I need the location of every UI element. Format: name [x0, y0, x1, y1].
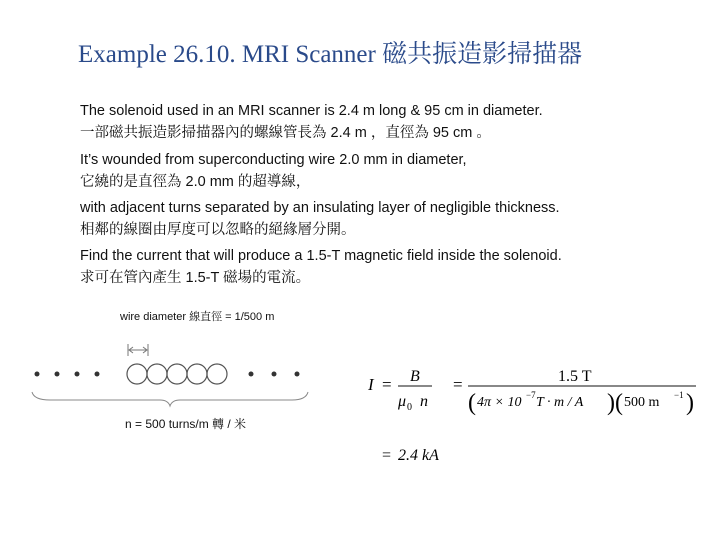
- formula-den-left: 4π × 10: [477, 395, 522, 410]
- paragraph-solenoid: [80, 100, 700, 144]
- wire-turn: [127, 364, 147, 384]
- wire-turn: [187, 364, 207, 384]
- wire-dot: [249, 372, 254, 377]
- paren-open: (: [468, 390, 476, 416]
- formula-n: n: [420, 393, 428, 410]
- wire-turn: [147, 364, 167, 384]
- formula-eq: =: [382, 375, 392, 394]
- formula: [360, 360, 710, 470]
- wire-diameter-label: wire diameter 線直徑 = 1/500 m: [120, 311, 275, 323]
- paragraph-zh: 它繞的是直徑為 2.0 mm 的超導線，: [80, 174, 311, 190]
- paragraph-zh: 一部磁共振造影掃描器內的螺線管長為 2.4 m ，直徑為 95 cm 。: [80, 125, 491, 141]
- formula-den-right-exp: −1: [674, 390, 684, 400]
- formula-eq2: =: [453, 375, 463, 394]
- formula-lhs: I: [368, 375, 374, 394]
- formula-den-exp: −7: [526, 390, 536, 400]
- turns-per-meter-label: n = 500 turns/m 轉 / 米: [125, 417, 247, 431]
- result-eq: =: [382, 447, 392, 464]
- wire-dot: [55, 372, 60, 377]
- paragraph-en: Find the current that will produce a 1.5-T magnetic field inside the solenoid.: [80, 248, 562, 264]
- wire-dot: [295, 372, 300, 377]
- paragraph-question: [80, 245, 700, 289]
- formula-numerator: B: [410, 368, 420, 385]
- brace: [32, 392, 308, 406]
- formula-numerator-value: 1.5 T: [558, 368, 592, 385]
- wire-turn: [207, 364, 227, 384]
- page-title: Example 26.10. MRI Scanner 磁共振造影掃描器: [78, 41, 583, 68]
- formula-mu: μ: [398, 393, 407, 410]
- formula-den-units: T · m / A: [536, 395, 584, 410]
- wire-dot: [35, 372, 40, 377]
- paragraph-turns: [80, 197, 700, 241]
- formula-den-right: 500 m: [624, 395, 660, 410]
- paragraph-en: The solenoid used in an MRI scanner is 2.4 m long & 95 cm in diameter.: [80, 103, 543, 119]
- wire-dot: [75, 372, 80, 377]
- wire-dot: [272, 372, 277, 377]
- paragraph-zh: 相鄰的線圈由厚度可以忽略的絕緣層分開。: [80, 222, 356, 238]
- paragraph-en: with adjacent turns separated by an insulating layer of negligible thickness.: [80, 200, 560, 216]
- paragraph-zh: 求可在管內產生 1.5-T 磁場的電流。: [80, 270, 311, 286]
- result-value: 2.4 kA: [398, 447, 439, 464]
- paren-close-2: ): [686, 390, 694, 416]
- formula-mu-sub: 0: [407, 402, 412, 413]
- paragraph-wire: [80, 149, 700, 193]
- paren-open-2: (: [615, 390, 623, 416]
- wire-dot: [95, 372, 100, 377]
- paren-close: ): [607, 390, 615, 416]
- wire-turn: [167, 364, 187, 384]
- paragraph-en: It’s wounded from superconducting wire 2.0 mm in diameter,: [80, 152, 467, 168]
